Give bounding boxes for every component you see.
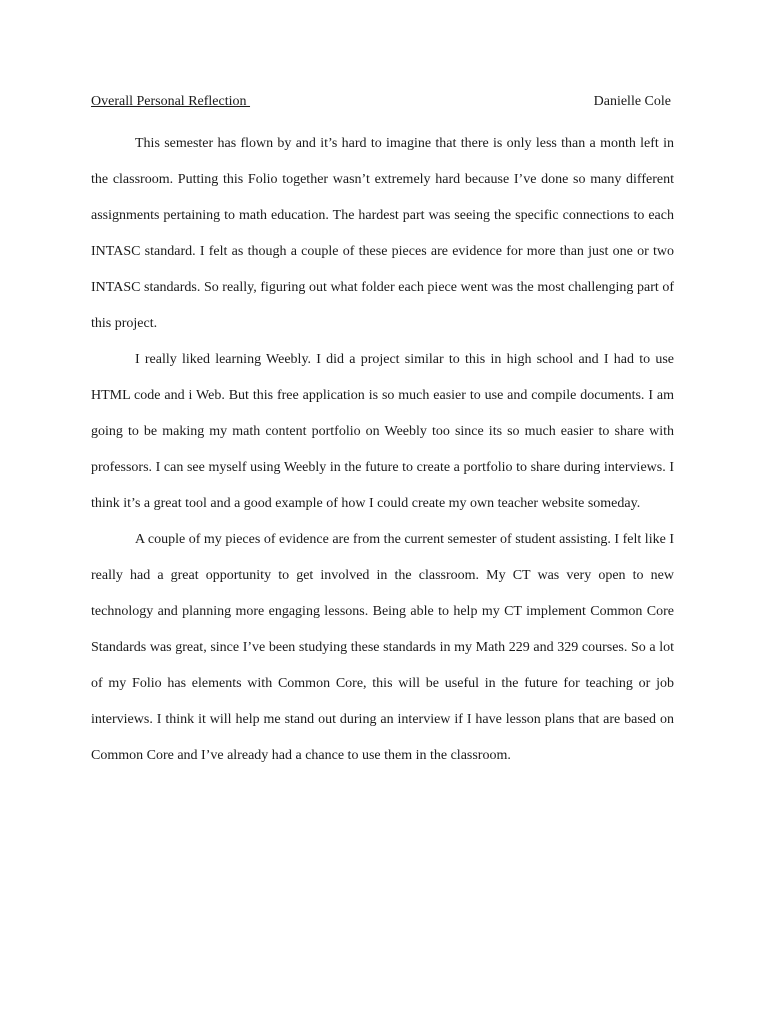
author-name: Danielle Cole [593,94,671,109]
paragraph-1: This semester has flown by and it’s hard to imagine that there is only less than a month left in the classroom. Putting this Folio together wasn’t extremely hard because I’ve done so many different assignments pertaining to math education. The hardest part was seeing the specific connections to each INTASC standard. I felt as though a couple of these pieces are evidence for more than just one or two INTASC standards. So really, figuring out what folder each piece went was the most challenging part of this project. [91,136,674,331]
document-header [91,92,673,112]
paragraph-3: A couple of my pieces of evidence are from the current semester of student assisting. I felt like I really had a great opportunity to get involved in the classroom. My CT was very open to new technology and planning more engaging lessons. Being able to help my CT implement Common Core Standards was great, since I’ve been studying these standards in my Math 229 and 329 courses. So a lot of my Folio has elements with Common Core, this will be useful in the future for teaching or job interviews. I think it will help me stand out during an interview if I have lesson plans that are based on Common Core and I’ve already had a chance to use them in the classroom. [91,532,674,763]
paragraph-2: I really liked learning Weebly. I did a project similar to this in high school and I had to use HTML code and i Web. But this free application is so much easier to use and compile documents. I am going to be making my math content portfolio on Weebly too since its so much easier to share with professors. I can see myself using Weebly in the future to create a portfolio to share during interviews. I think it’s a great tool and a good example of how I could create my own teacher website someday. [91,352,674,511]
document-title: Overall Personal Reflection [91,94,251,109]
document-body [91,126,674,774]
